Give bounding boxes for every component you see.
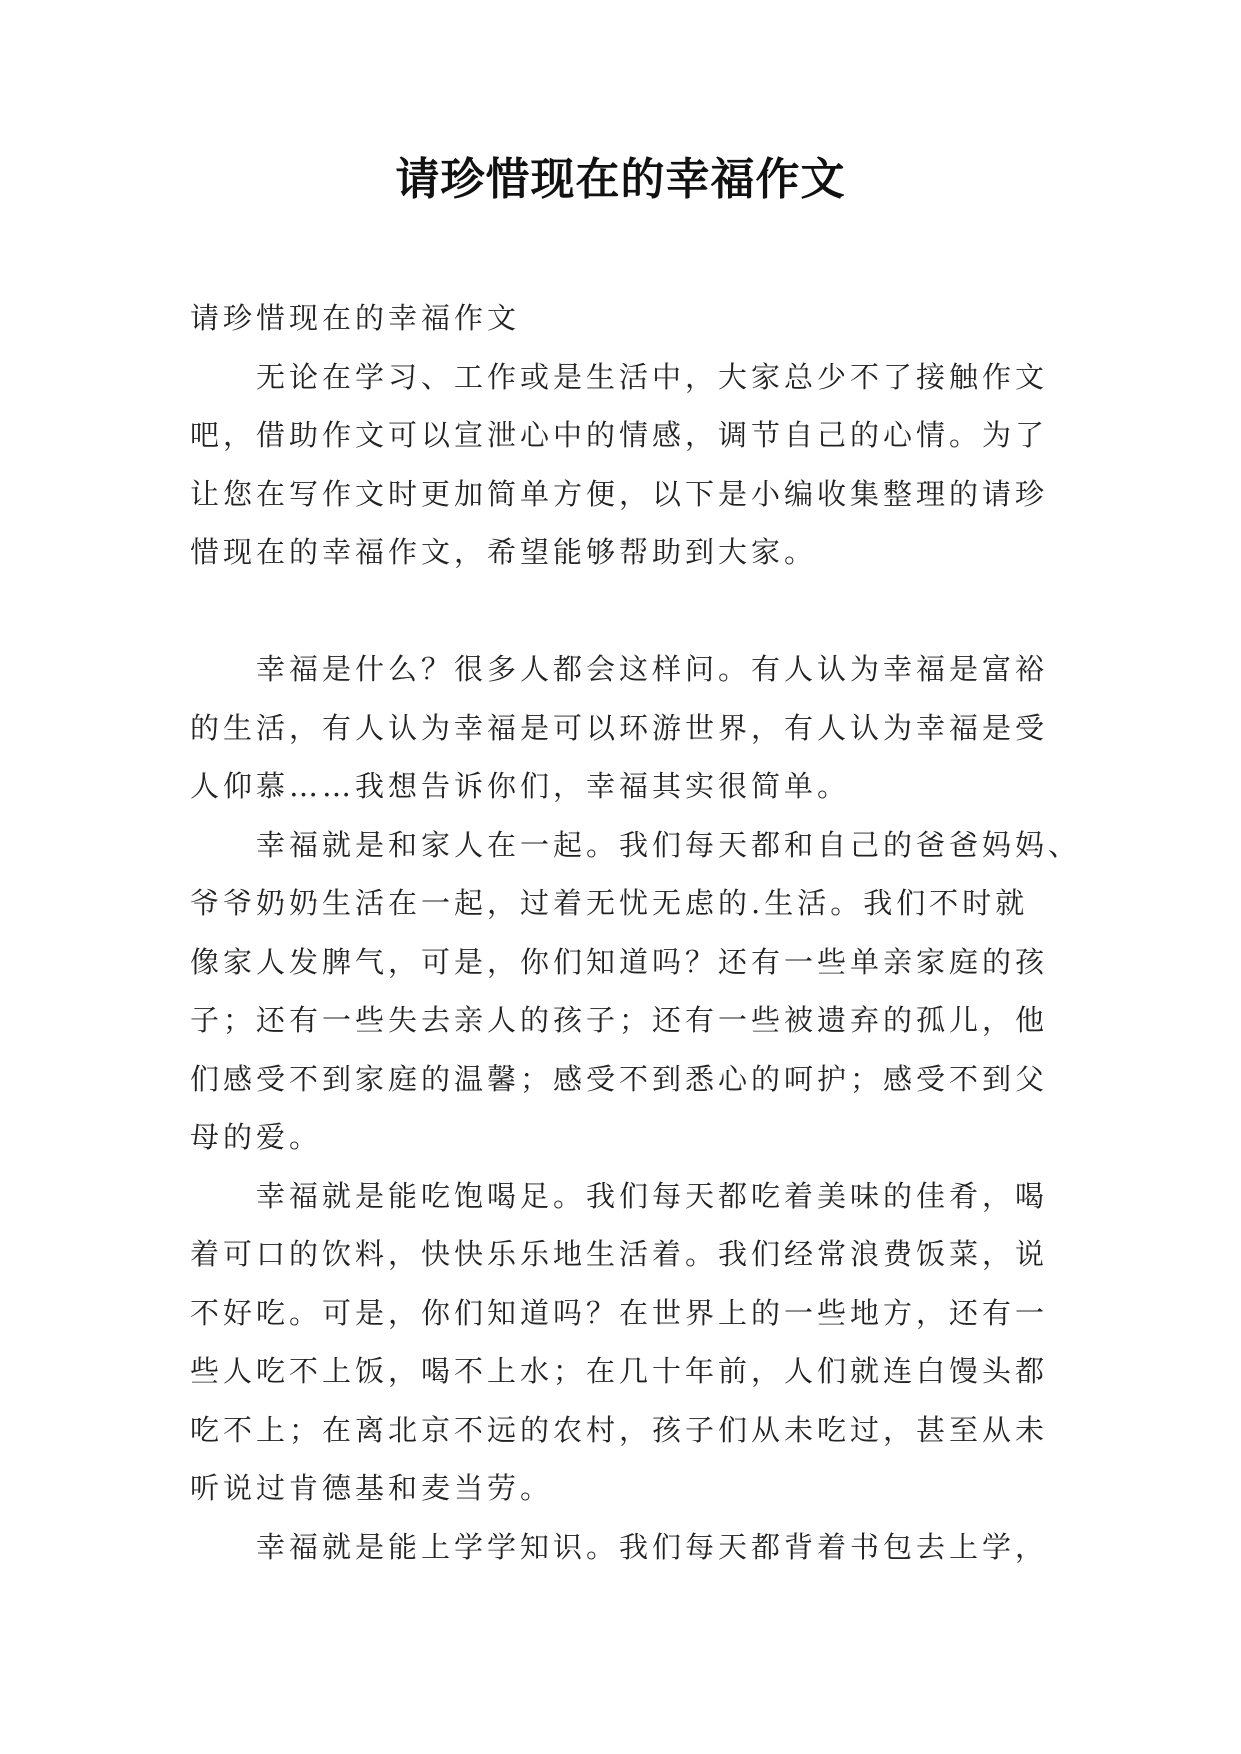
paragraph-line: 幸福就是和家人在一起。我们每天都和自己的爸爸妈妈、 bbox=[256, 827, 1082, 862]
paragraph-line: 让您在写作文时更加简单方便，以下是小编收集整理的请珍 bbox=[190, 476, 1049, 511]
paragraph-line: 吧，借助作文可以宣泄心中的情感，调节自己的心情。为了 bbox=[190, 418, 1049, 452]
paragraph-line: 人仰慕……我想告诉你们，幸福其实很简单。 bbox=[190, 769, 851, 803]
paragraph-line: 吃不上；在离北京不远的农村，孩子们从未吃过，甚至从未 bbox=[190, 1412, 1049, 1447]
paragraph-line: 些人吃不上饭，喝不上水；在几十年前，人们就连白馒头都 bbox=[190, 1354, 1049, 1388]
paragraph-line: 母的爱。 bbox=[190, 1120, 323, 1154]
paragraph-line: 惜现在的幸福作文，希望能够帮助到大家。 bbox=[190, 535, 818, 569]
paragraph-line: 幸福是什么？很多人都会这样问。有人认为幸福是富裕 bbox=[256, 652, 1049, 686]
document-body bbox=[190, 289, 1082, 1576]
subtitle-line: 请珍惜现在的幸福作文 bbox=[190, 301, 521, 335]
document-title: 请珍惜现在的幸福作文 bbox=[395, 154, 846, 205]
paragraph-line: 爷爷奶奶生活在一起，过着无忧无虑的.生活。我们不时就 bbox=[190, 886, 1029, 920]
paragraph-line: 不好吃。可是，你们知道吗？在世界上的一些地方，还有一 bbox=[190, 1295, 1049, 1330]
blank-line bbox=[190, 582, 1050, 641]
paragraph-line: 们感受不到家庭的温馨；感受不到悉心的呵护；感受不到父 bbox=[190, 1061, 1049, 1096]
paragraph-line: 幸福就是能上学学知识。我们每天都背着书包去上学， bbox=[256, 1529, 1049, 1564]
paragraph-line: 的生活，有人认为幸福是可以环游世界，有人认为幸福是受 bbox=[190, 710, 1049, 745]
paragraph-line: 听说过肯德基和麦当劳。 bbox=[190, 1471, 554, 1505]
paragraph-line: 幸福就是能吃饱喝足。我们每天都吃着美味的佳肴，喝 bbox=[256, 1178, 1049, 1213]
paragraph-line: 无论在学习、工作或是生活中，大家总少不了接触作文 bbox=[256, 359, 1049, 394]
paragraph-line: 像家人发脾气，可是，你们知道吗？还有一些单亲家庭的孩 bbox=[190, 944, 1049, 979]
paragraph-line: 着可口的饮料，快快乐乐地生活着。我们经常浪费饭菜，说 bbox=[190, 1237, 1049, 1271]
paragraph-line: 子；还有一些失去亲人的孩子；还有一些被遗弃的孤儿，他 bbox=[190, 1003, 1049, 1037]
